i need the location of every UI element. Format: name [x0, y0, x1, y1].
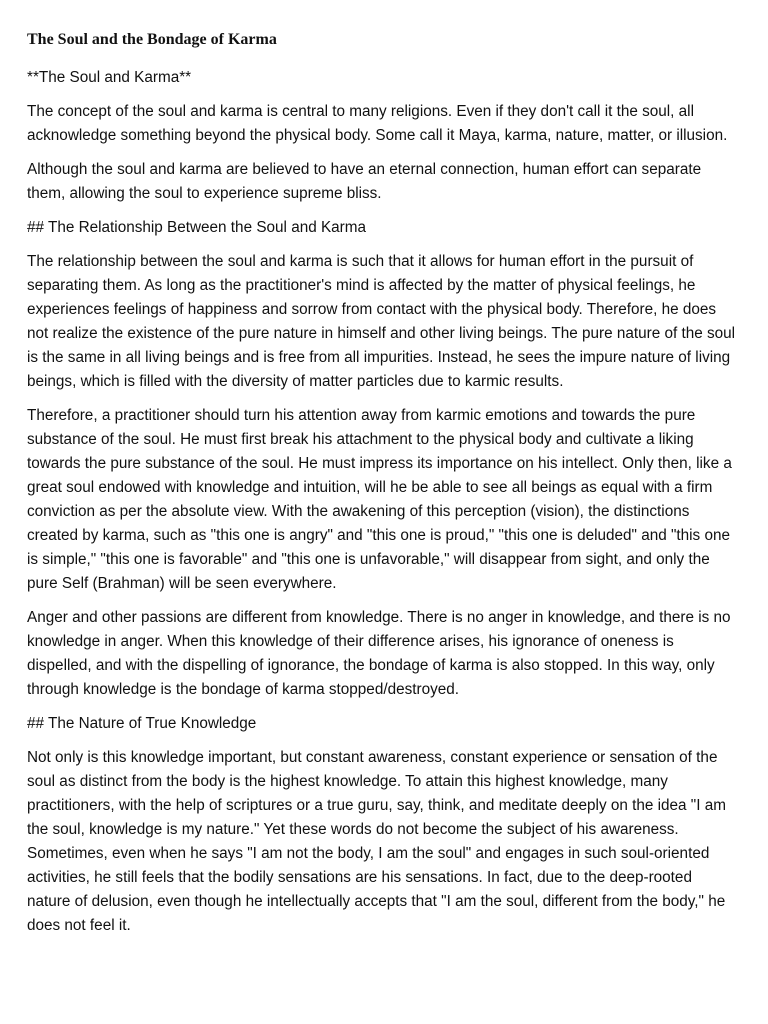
paragraph-true-knowledge: Not only is this knowledge important, but constant awareness, constant experience or sensation of the soul as distinct from the body is the highest knowledge. To attain this highest knowledge, many practitioners, with the help of scriptures or a true guru, say, think, and meditate deeply on the idea "I am the soul, knowledge is my nature." Yet these words do not become the subject of his awareness. Sometimes, even when he says "I am not the body, I am the soul" and engages in such soul-oriented activities, he still feels that the bodily sensations are his sensations. In fact, due to the deep-rooted nature of delusion, even though he intellectually accepts that "I am the soul, different from the body," he does not feel it.	[27, 749, 726, 934]
paragraph-relationship: The relationship between the soul and karma is such that it allows for human effort in the pursuit of separating them. As long as the practitioner's mind is affected by the matter of physical feelings, he experiences feelings of happiness and sorrow from contact with the physical body. Therefore, he does not realize the existence of the pure nature in himself and other living beings. The pure nature of the soul is the same in all living beings and is free from all impurities. Instead, he sees the impure nature of living beings, which is filled with the diversity of matter particles due to karmic results.	[27, 253, 736, 390]
section-heading-true-knowledge: ## The Nature of True Knowledge	[27, 715, 257, 732]
section-heading-relationship: ## The Relationship Between the Soul and Karma	[27, 219, 367, 236]
subtitle-paragraph: **The Soul and Karma**	[27, 69, 192, 86]
paragraph-anger-knowledge: Anger and other passions are different from knowledge. There is no anger in knowledge, and there is no knowledge in anger. When this knowledge of their difference arises, his ignorance of oneness is dispelled, and with the dispelling of ignorance, the bondage of karma is also stopped. In this way, only through knowledge is the bondage of karma stopped/destroyed.	[27, 609, 731, 698]
document-page	[27, 29, 739, 948]
paragraph-eternal-connection: Although the soul and karma are believed to have an eternal connection, human effort can separate them, allowing the soul to experience supreme bliss.	[27, 161, 702, 202]
paragraph-practitioner: Therefore, a practitioner should turn his attention away from karmic emotions and towards the pure substance of the soul. He must first break his attachment to the physical body and cultivate a liking towards the pure substance of the soul. He must impress its importance on his intellect. Only then, like a great soul endowed with knowledge and intuition, will he be able to see all beings as equal with a firm conviction as per the absolute view. With the awakening of this perception (vision), the distinctions created by karma, such as "this one is angry" and "this one is proud," "this one is deluded" and "this one is simple," "this one is favorable" and "this one is unfavorable," will disappear from sight, and only the pure Self (Brahman) will be seen everywhere.	[27, 407, 732, 592]
document-title: The Soul and the Bondage of Karma	[27, 31, 277, 48]
paragraph-intro: The concept of the soul and karma is central to many religions. Even if they don't call it the soul, all acknowledge something beyond the physical body. Some call it Maya, karma, nature, matter, or illusion.	[27, 103, 728, 144]
